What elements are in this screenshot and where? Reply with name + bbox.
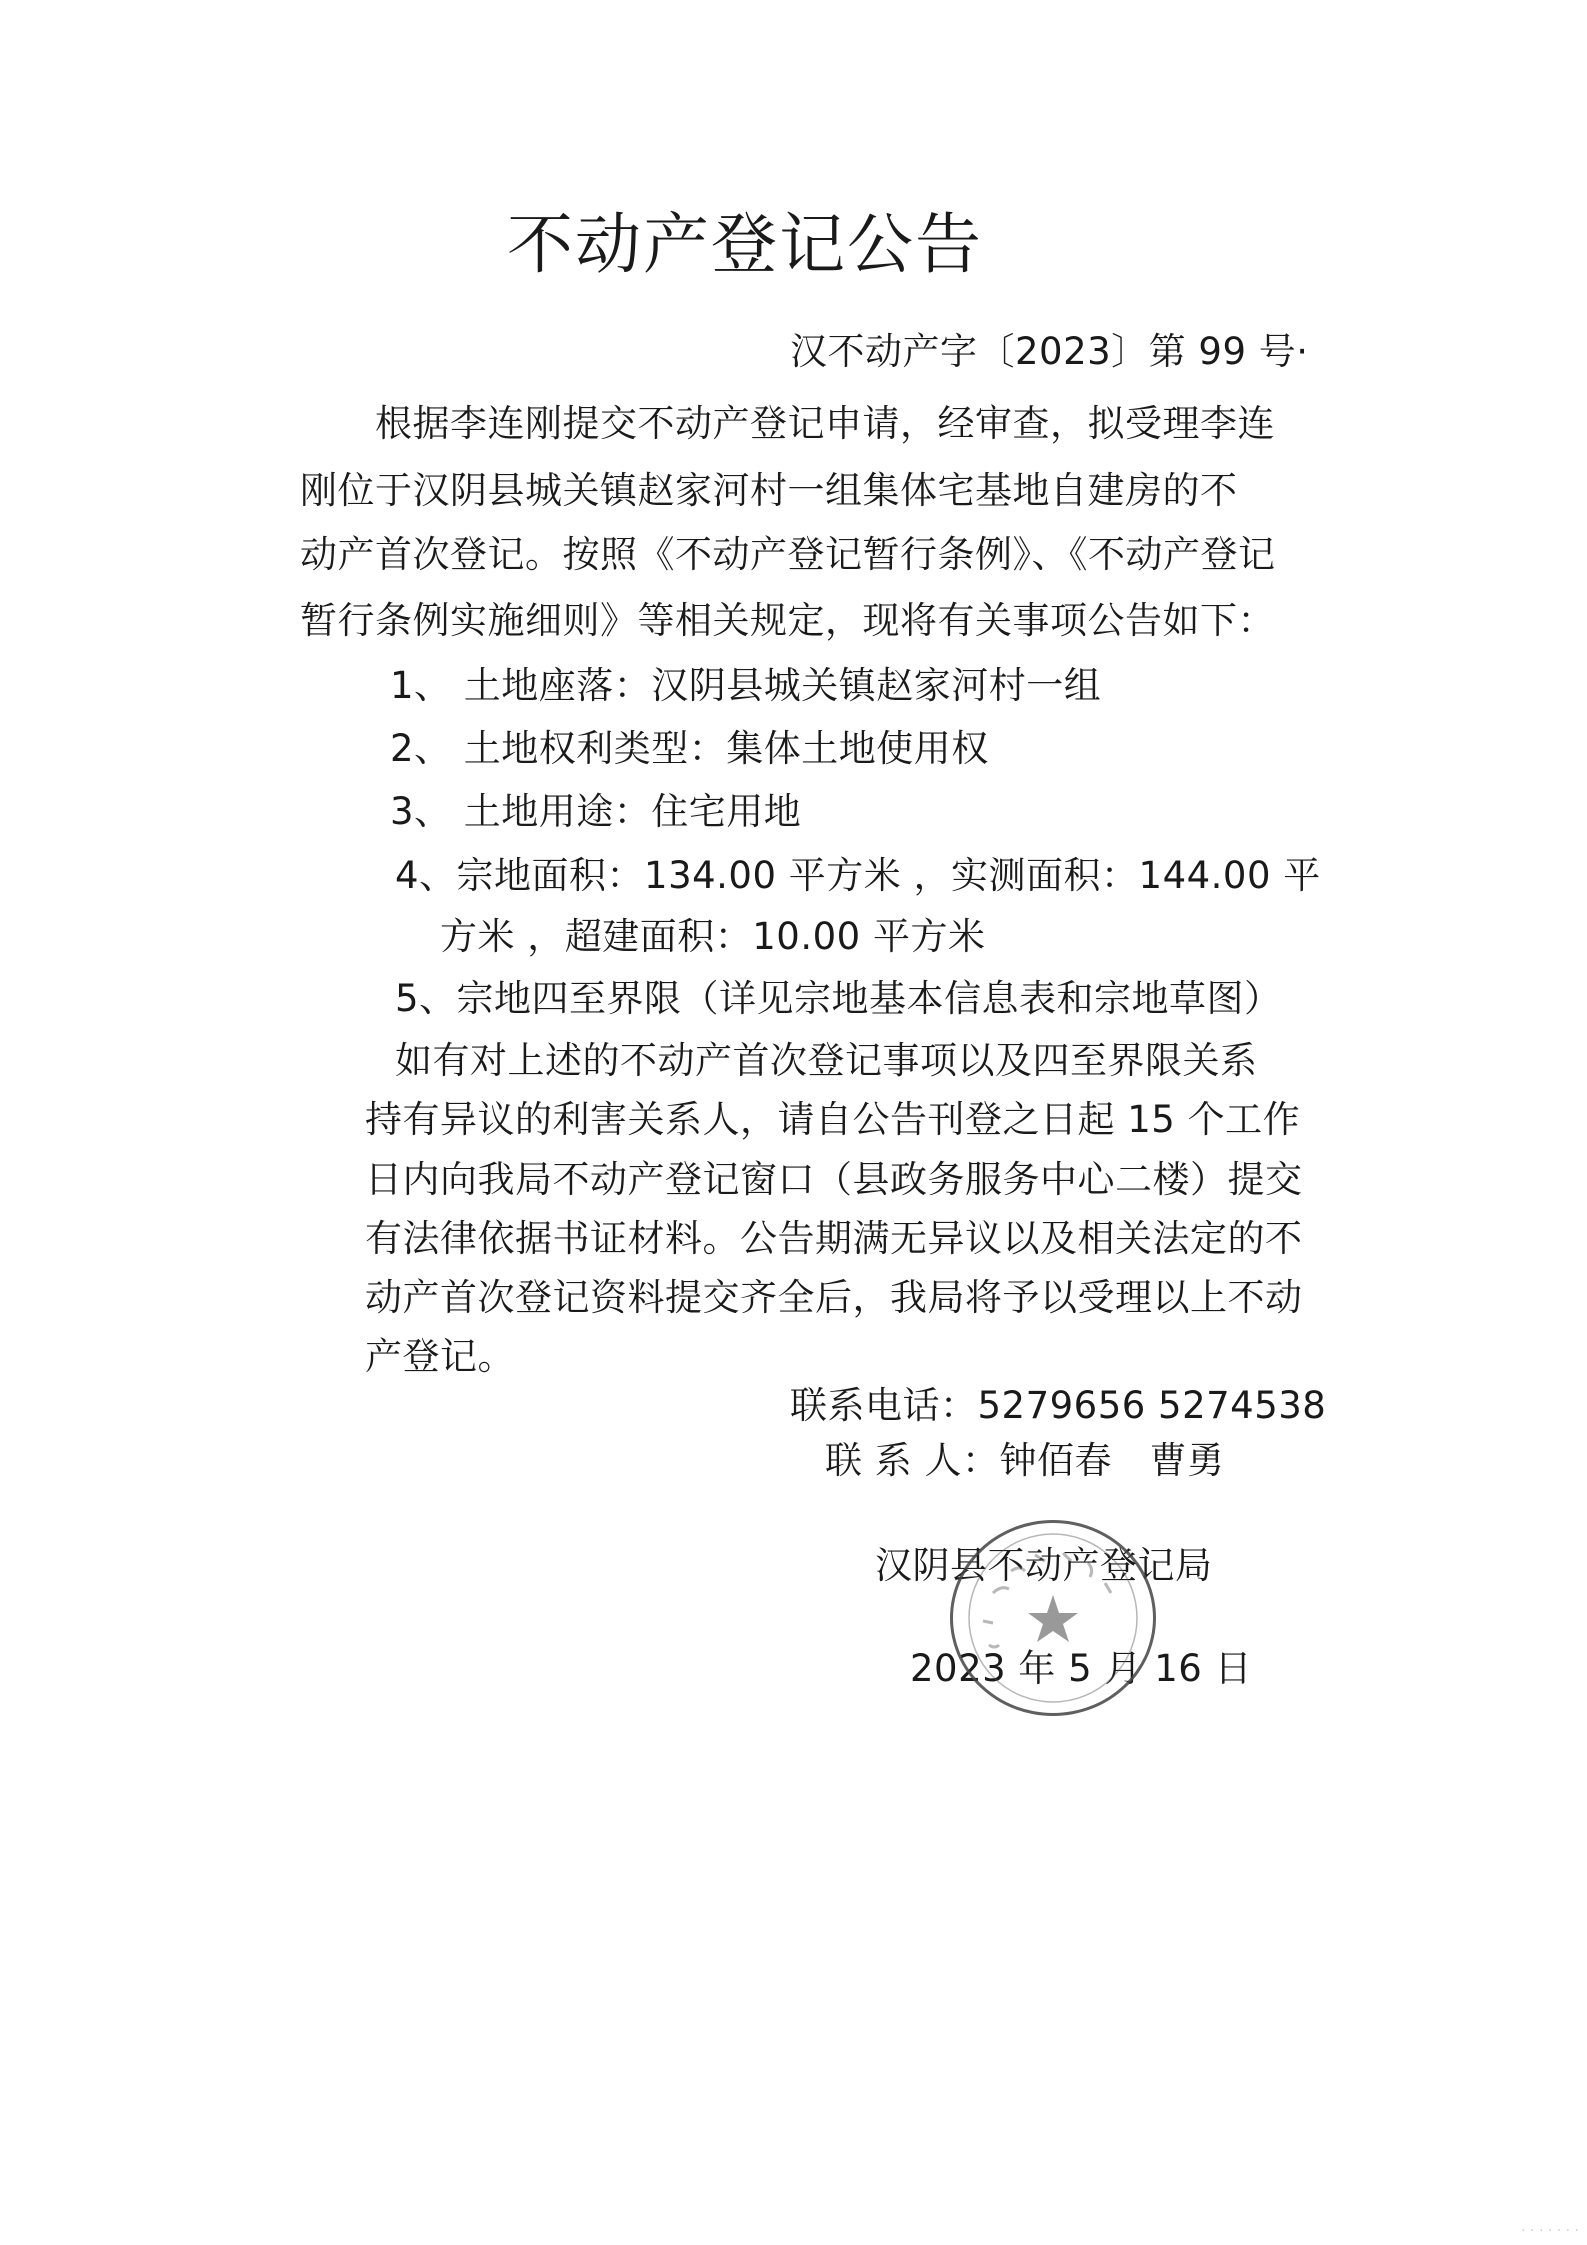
notice-line-2: 持有异议的利害关系人，请自公告刊登之日起 15 个工作	[365, 1098, 1301, 1141]
intro-line-1: 根据李连刚提交不动产登记申请，经审查，拟受理李连	[375, 402, 1275, 445]
notice-line-1: 如有对上述的不动产首次登记事项以及四至界限关系	[395, 1039, 1258, 1082]
issue-date: 2023 年 5 月 16 日	[910, 1647, 1253, 1690]
contact-phone: 联系电话：5279656 5274538	[790, 1384, 1327, 1427]
notice-line-4: 有法律依据书证材料。公告期满无异议以及相关法定的不	[365, 1217, 1303, 1260]
notice-line-6: 产登记。	[365, 1335, 515, 1378]
intro-line-4: 暂行条例实施细则》等相关规定，现将有关事项公告如下：	[300, 599, 1275, 642]
item-boundaries: 5、宗地四至界限（详见宗地基本信息表和宗地草图）	[395, 977, 1282, 1020]
item-parcel-area: 4、宗地面积：134.00 平方米 ，实测面积：144.00 平	[395, 854, 1321, 897]
document-number: 汉不动产字〔2023〕第 99 号·	[790, 330, 1309, 373]
intro-line-3: 动产首次登记。按照《不动产登记暂行条例》、《不动产登记	[300, 533, 1276, 576]
scan-watermark: · · · · · · ·	[1521, 2223, 1579, 2239]
document-title: 不动产登记公告	[507, 206, 983, 283]
contact-person: 联 系 人：钟佰春 曹勇	[825, 1439, 1225, 1482]
intro-line-2: 刚位于汉阴县城关镇赵家河村一组集体宅基地自建房的不	[300, 469, 1238, 512]
item-land-right-type: 2、 土地权利类型：集体土地使用权	[390, 727, 989, 770]
item-land-location: 1、 土地座落：汉阴县城关镇赵家河村一组	[390, 664, 1102, 707]
item-parcel-area-cont: 方米 ，超建面积：10.00 平方米	[440, 915, 986, 958]
issuer-name: 汉阴县不动产登记局	[875, 1544, 1213, 1587]
item-land-use: 3、 土地用途：住宅用地	[390, 790, 802, 833]
notice-line-5: 动产首次登记资料提交齐全后，我局将予以受理以上不动	[365, 1276, 1303, 1319]
notice-line-3: 日内向我局不动产登记窗口（县政务服务中心二楼）提交	[365, 1158, 1303, 1201]
official-seal-icon	[950, 1520, 1156, 1716]
